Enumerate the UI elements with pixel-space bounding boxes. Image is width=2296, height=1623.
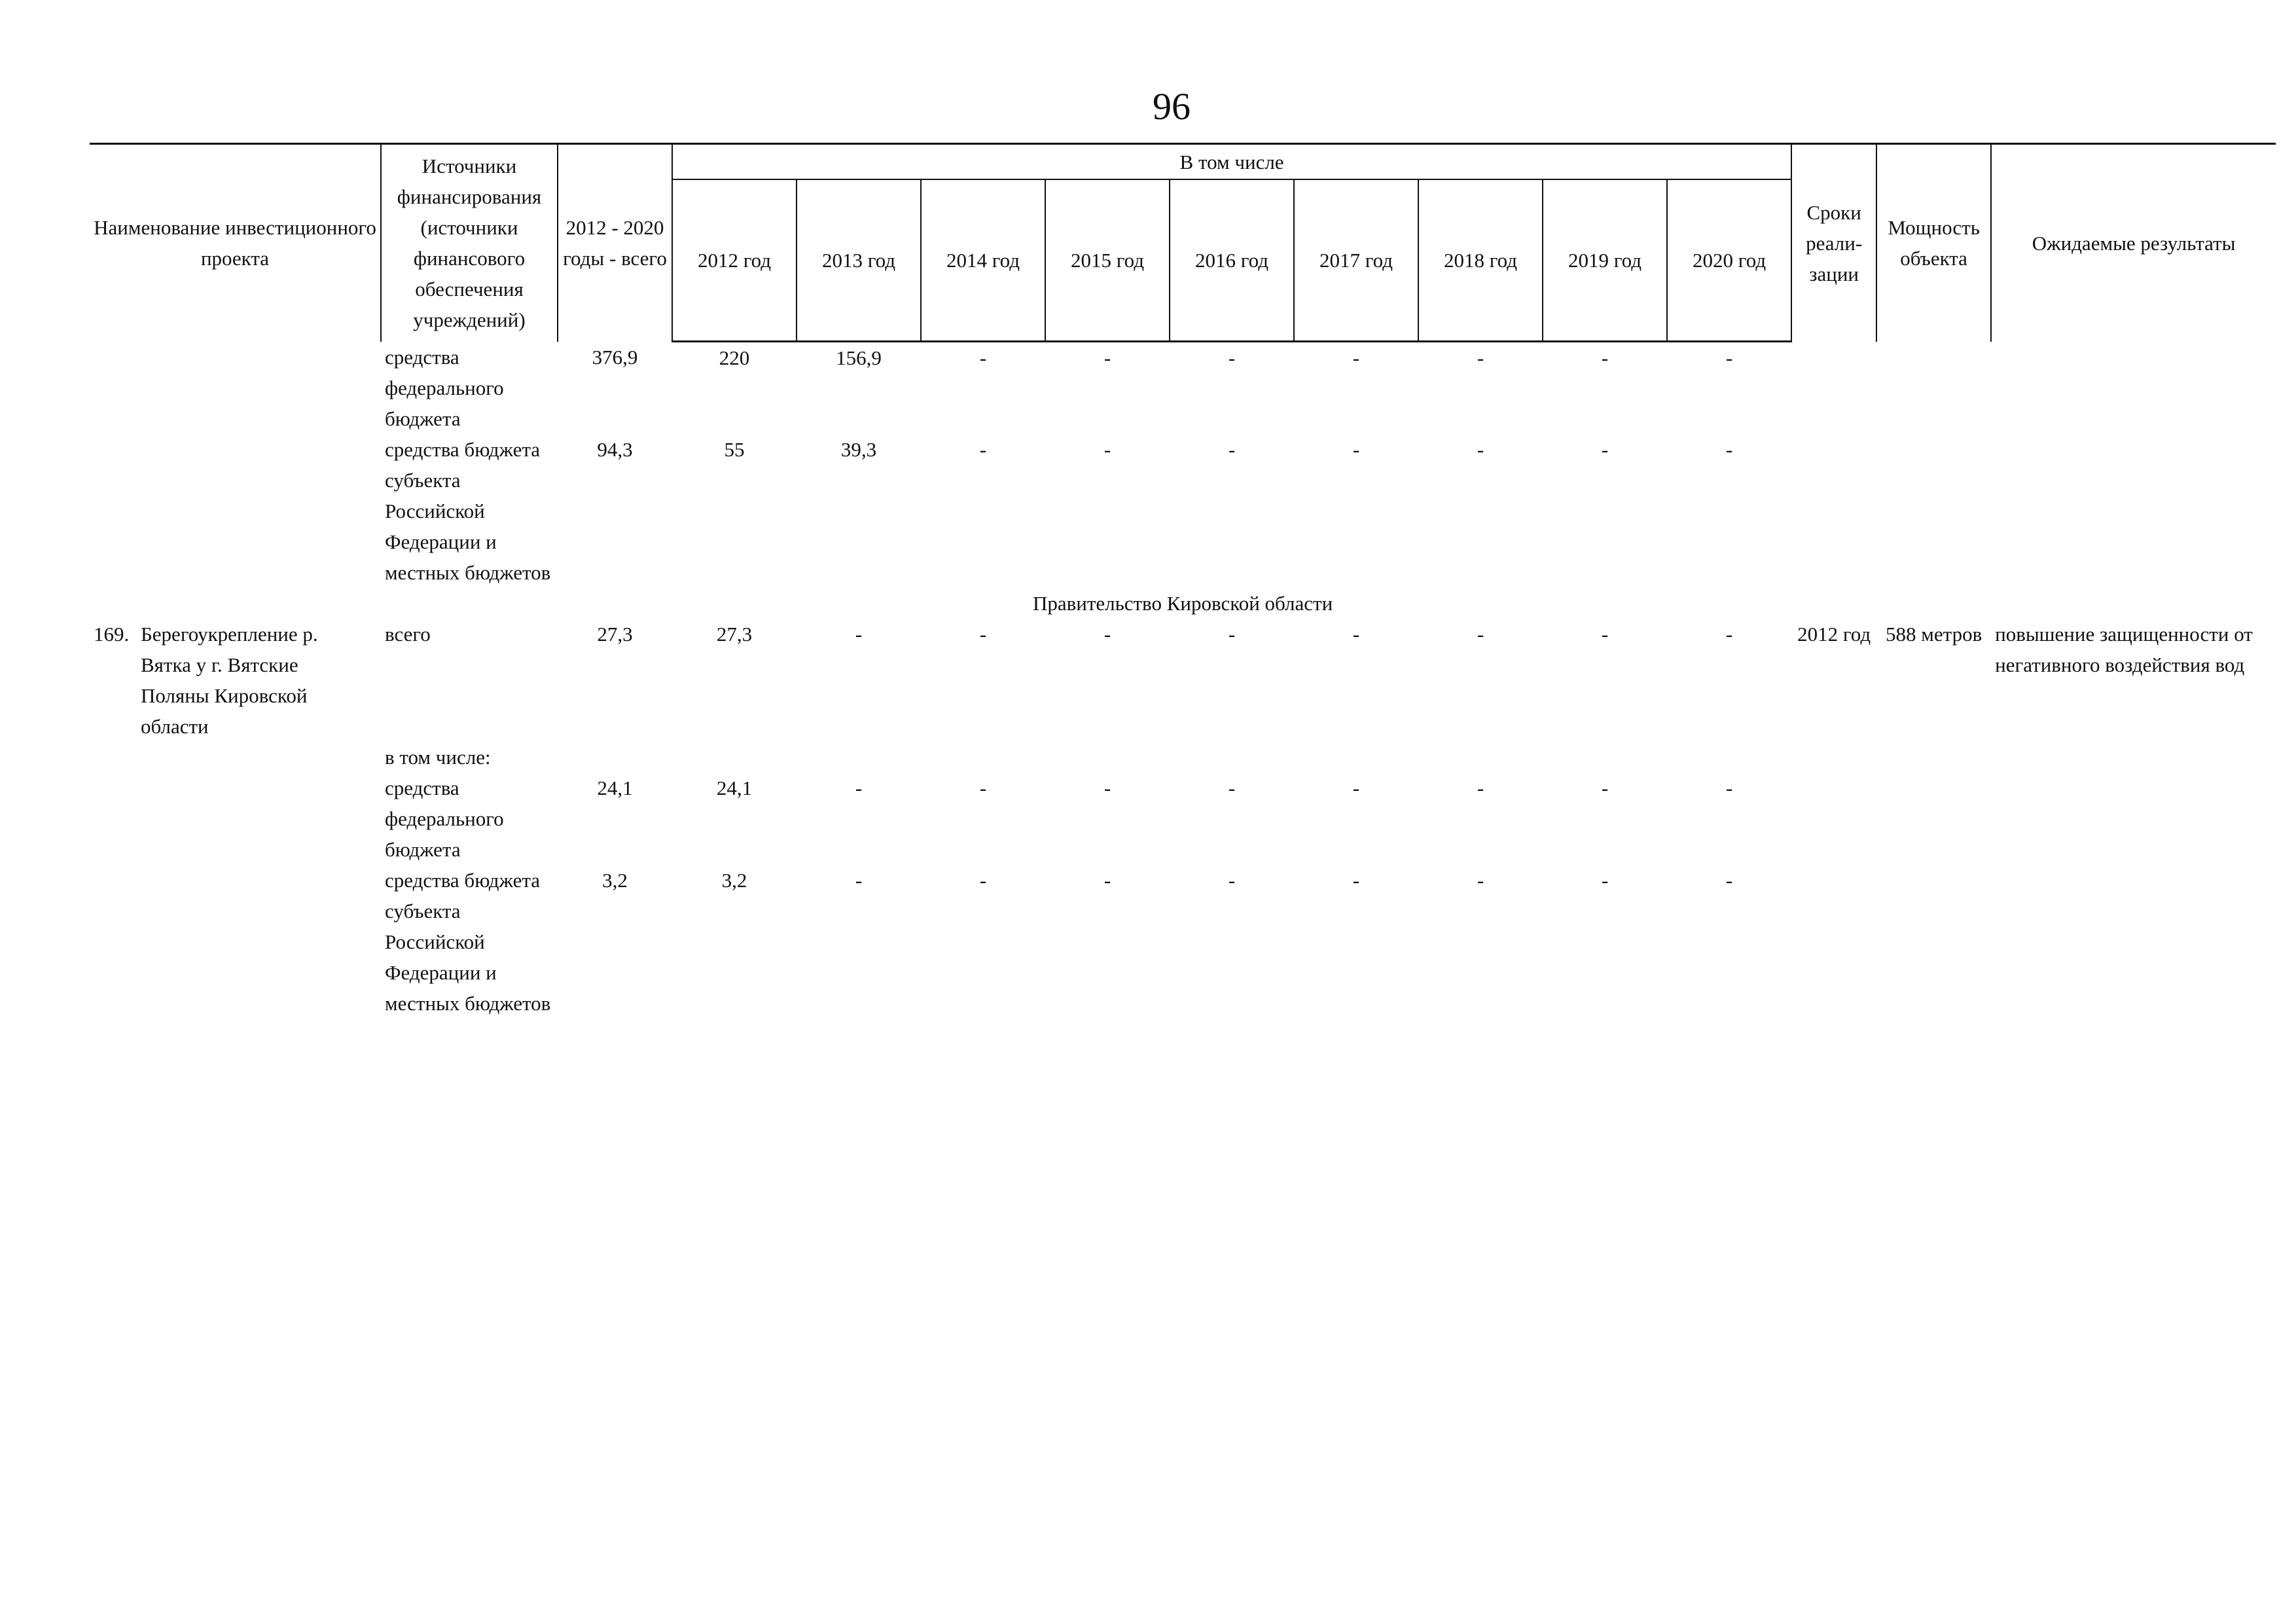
header-year: 2019 год — [1543, 179, 1667, 342]
table-row — [90, 342, 2276, 434]
source-cell: средства бюджета субъекта Российской Федерации и местных бюджетов — [385, 437, 551, 584]
year-cell: 220 — [719, 346, 750, 369]
year-cell: - — [1352, 622, 1360, 646]
project-row — [90, 619, 2276, 742]
table-row — [90, 434, 2276, 588]
total-cell: 94,3 — [597, 437, 633, 461]
header-results: Ожидаемые результаты — [1991, 144, 2276, 342]
header-year: 2015 год — [1045, 179, 1170, 342]
year-cell: - — [1352, 776, 1360, 799]
year-cell: - — [1725, 346, 1733, 369]
total-cell: 3,2 — [602, 868, 628, 892]
year-cell: - — [855, 622, 863, 646]
year-cell: - — [979, 776, 987, 799]
year-cell: - — [1228, 622, 1236, 646]
organization-row — [90, 588, 2276, 619]
header-terms: Сроки реали- зации — [1791, 144, 1876, 342]
header-year: 2013 год — [797, 179, 921, 342]
year-cell: - — [1725, 776, 1733, 799]
year-cell: - — [1601, 776, 1609, 799]
year-cell: - — [1103, 776, 1111, 799]
year-cell: - — [1352, 868, 1360, 892]
project-number: 169. — [94, 622, 130, 646]
header-year: 2016 год — [1170, 179, 1294, 342]
year-cell: - — [1601, 437, 1609, 461]
investment-table — [90, 143, 2276, 1019]
organization-name: Правительство Кировской области — [1032, 591, 1333, 615]
year-cell: - — [1725, 622, 1733, 646]
page-number: 96 — [1153, 85, 1191, 128]
project-name: Берегоукрепление р. Вятка у г. Вятские Поляны Кировской области — [141, 622, 318, 738]
year-cell: - — [855, 776, 863, 799]
year-cell: 27,3 — [716, 622, 753, 646]
year-cell: - — [1228, 346, 1236, 369]
year-cell: - — [1601, 346, 1609, 369]
results-cell: повышение защищенности от негативного воздействия вод — [1995, 622, 2253, 676]
source-cell: всего — [385, 622, 431, 646]
header-year: 2020 год — [1667, 179, 1791, 342]
source-cell: средства бюджета субъекта Российской Федерации и местных бюджетов — [385, 868, 551, 1015]
project-name-cell — [90, 619, 381, 742]
year-cell: 55 — [724, 437, 745, 461]
year-cell: - — [1103, 622, 1111, 646]
header-total: 2012 - 2020 годы - всего — [558, 144, 672, 342]
year-cell: - — [1103, 437, 1111, 461]
table-row — [90, 865, 2276, 1019]
year-cell: - — [1477, 622, 1484, 646]
year-cell: - — [855, 868, 863, 892]
header-name: Наименование инвестиционного проекта — [90, 144, 381, 342]
year-cell: - — [1477, 776, 1484, 799]
year-cell: - — [1352, 346, 1360, 369]
including-label: в том числе: — [385, 745, 491, 769]
capacity-cell: 588 метров — [1886, 622, 1982, 646]
year-cell: 3,2 — [721, 868, 747, 892]
year-cell: - — [1228, 437, 1236, 461]
header-year: 2018 год — [1418, 179, 1543, 342]
table-row — [90, 773, 2276, 865]
header-capacity: Мощность объекта — [1876, 144, 1991, 342]
year-cell: - — [1725, 868, 1733, 892]
year-cell: - — [979, 437, 987, 461]
year-cell: - — [1477, 868, 1484, 892]
year-cell: - — [1601, 868, 1609, 892]
year-cell: - — [1352, 437, 1360, 461]
terms-cell: 2012 год — [1797, 622, 1871, 646]
header-year: 2012 год — [672, 179, 797, 342]
including-row — [90, 742, 2276, 773]
year-cell: - — [1725, 437, 1733, 461]
year-cell: - — [1477, 346, 1484, 369]
year-cell: - — [1103, 868, 1111, 892]
year-cell: - — [1477, 437, 1484, 461]
year-cell: - — [979, 622, 987, 646]
year-cell: 24,1 — [716, 776, 753, 799]
total-cell: 27,3 — [597, 622, 633, 646]
header-sources: Источники финансирования (источники финансового обеспечения учреждений) — [381, 144, 558, 342]
header-including: В том числе — [672, 144, 1791, 180]
source-cell: средства федерального бюджета — [385, 776, 504, 861]
header-year: 2014 год — [921, 179, 1045, 342]
year-cell: - — [1228, 868, 1236, 892]
total-cell: 376,9 — [592, 345, 638, 369]
year-cell: - — [1601, 622, 1609, 646]
header-year: 2017 год — [1294, 179, 1418, 342]
year-cell: 39,3 — [840, 437, 877, 461]
source-cell: средства федерального бюджета — [385, 345, 504, 430]
year-cell: - — [1103, 346, 1111, 369]
total-cell: 24,1 — [597, 776, 633, 799]
year-cell: - — [979, 868, 987, 892]
year-cell: - — [1228, 776, 1236, 799]
year-cell: 156,9 — [836, 346, 882, 369]
year-cell: - — [979, 346, 987, 369]
